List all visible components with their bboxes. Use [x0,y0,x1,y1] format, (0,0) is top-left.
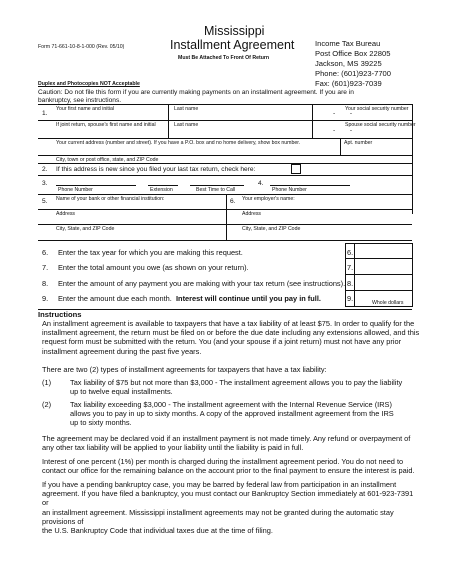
employer-city-label: City, State, and ZIP Code [242,226,301,232]
line-box-number: 9. [347,294,354,303]
line-number: 6. [42,248,49,257]
rule [412,104,413,214]
bank-city-label: City, State, and ZIP Code [56,226,115,232]
total-owed-field[interactable] [355,259,411,272]
line-1-number: 1. [42,110,48,117]
rule [345,243,346,307]
best-time-label: Best Time to Call [196,187,236,193]
rule [38,104,412,105]
instructions-paragraph-1 [42,319,420,356]
line-5a-number: 5. [42,198,48,205]
bank-address-label: Address [56,211,76,217]
line-box-number: 6. [347,248,354,257]
first-name-label: Your first name and initial [56,106,115,112]
text-line: the U.S. Bankruptcy Code that individual taxes due at the time of filing. [42,526,273,536]
instructions-paragraph-4 [42,457,420,475]
instructions-heading: Instructions [38,310,82,319]
spouse-ssn-field[interactable]: - - [333,127,353,134]
rule [38,309,412,310]
line-text: Enter the amount of any payment you are making with your tax return (see instructions). [58,279,346,288]
text-line: up to sixty months. [70,418,132,428]
home-phone-label: Phone Number [58,187,93,193]
rule [312,104,313,138]
bank-name-label: Name of your bank or other financial institution: [56,196,165,202]
instructions-paragraph-2: There are two (2) types of installment agreements for taxpayers that have a tax liability: [42,365,327,374]
text-line: allows you to pay in up to sixty months. A copy of the approved installment agreement from the IRS [70,409,394,419]
rule [38,138,412,139]
best-time-field[interactable] [190,185,244,186]
rule [38,240,412,241]
rule [226,194,227,240]
work-phone-field[interactable] [270,185,350,186]
last-name-label: Last name [174,106,199,112]
rule [340,138,341,155]
address-changed-checkbox[interactable] [291,164,301,174]
rule [38,155,412,156]
form-title: Installment Agreement [170,38,295,52]
instructions-paragraph-5 [42,480,420,535]
instructions-paragraph-3 [42,434,420,452]
rule [38,163,412,164]
form-subtitle: Must Be Attached To Front Of Return [178,55,270,61]
text-line: an installment agreement. Mississippi installment agreements may not be granted during the automatic stay provisions of [42,507,394,526]
city-label: City, town or post office, state, and ZIP Code [56,157,159,163]
home-phone-field[interactable] [56,185,136,186]
rule [38,120,412,121]
caution-text-2: bankruptcy, see instructions. [38,97,122,104]
rule [38,224,412,225]
spouse-last-label: Last name [174,122,199,128]
line-text: Enter the amount due each month. [58,294,172,303]
tax-year-field[interactable] [355,244,411,257]
text-line: An installment agreement is available to taxpayers that have a tax liability of at least $75. In order to qualify for the [42,319,415,328]
text-line: any other tax liability will be applied to your liability until the liability is paid in full. [42,443,304,453]
form-number: Form 71-661-10-8-1-000 (Rev. 05/10) [38,44,125,50]
rule [38,194,412,195]
form-title-state: Mississippi [204,24,265,38]
duplex-notice: Duplex and Photocopies NOT Acceptable [38,81,140,87]
line-text: Enter the total amount you owe (as shown on your return). [58,263,249,272]
text-line: If you have a pending bankruptcy case, you may be barred by federal law from participation in an installment [42,480,397,489]
text-line: Tax liability of $75 but not more than $3,000 - The installment agreement allows you to pay the liability [70,378,403,387]
line-number: 8. [42,279,49,288]
address-label: Your current address (number and street). If you have a P.O. box and no home delivery, show box number. [56,140,301,146]
line-3-number: 3. [42,180,48,187]
text-line: agreement. If you have filed a bankruptcy, you must contact our Bankruptcy Section immediately at 601-923-7391 or [42,489,414,508]
caution-text: Caution: Do not file this form if you are currently making payments on an installment agreement. If you are in [38,89,354,96]
ssn-field[interactable]: - - [333,110,353,117]
address-line: Income Tax Bureau [315,39,381,48]
item-number: (1) [42,378,52,387]
text-line: Interest of one percent (1%) per month is charged during the installment agreement period. You do not need to [42,457,404,466]
text-line: The agreement may be declared void if an installment payment is not made timely. Any refund or overpayment of [42,434,411,443]
ssn-label: Your social security number [345,106,409,112]
spouse-name-label: If joint return, spouse's first name and initial [56,122,156,128]
rule [38,209,412,210]
text-line: installment agreement during the past five years. [42,346,202,356]
employer-address-label: Address [242,211,262,217]
address-line: Fax: (601)923-7039 [315,79,382,88]
line-2-number: 2. [42,166,48,173]
line-number: 9. [42,294,49,303]
line-box-number: 7. [347,263,354,272]
text-line: contact our office for the remaining balance on the account prior to the final payment to ensure the interest is paid. [42,466,415,476]
address-line: Phone: (601)923-7700 [315,69,391,78]
rule [168,104,169,138]
interest-warning: Interest will continue until you pay in full. [176,294,321,303]
employer-name-label: Your employer's name: [242,196,295,202]
item-number: (2) [42,400,52,409]
spouse-ssn-label: Spouse social security number [345,122,416,128]
apt-label: Apt. number [344,140,373,146]
whole-dollars-note: Whole dollars [372,300,404,306]
line-box-number: 8. [347,279,354,288]
text-line: Tax liability exceeding $3,000 - The installment agreement with the Internal Revenue Service (IRS) [70,400,392,409]
rule [38,175,412,176]
address-changed-label: If this address is new since you filed your last tax return, check here: [56,166,256,173]
text-line: installment agreement, the return must be filed on or before the due date including any extensions allowed, and this [42,328,420,338]
rule [345,306,412,307]
text-line: up to twelve equal installments. [70,387,173,397]
address-line: Post Office Box 22805 [315,49,391,58]
rule [412,243,413,307]
payment-with-return-field[interactable] [355,275,411,288]
line-number: 7. [42,263,49,272]
extension-label: Extension [150,187,173,193]
text-line: request form must be submitted with the return. You (and your spouse if a joint return) must not have any prior [42,337,402,347]
extension-field[interactable] [148,185,178,186]
address-line: Jackson, MS 39225 [315,59,382,68]
work-phone-label: Phone Number [272,187,307,193]
line-4-number: 4. [258,180,264,187]
line-text: Enter the tax year for which you are making this request. [58,248,243,257]
line-5b-number: 6. [230,198,236,205]
